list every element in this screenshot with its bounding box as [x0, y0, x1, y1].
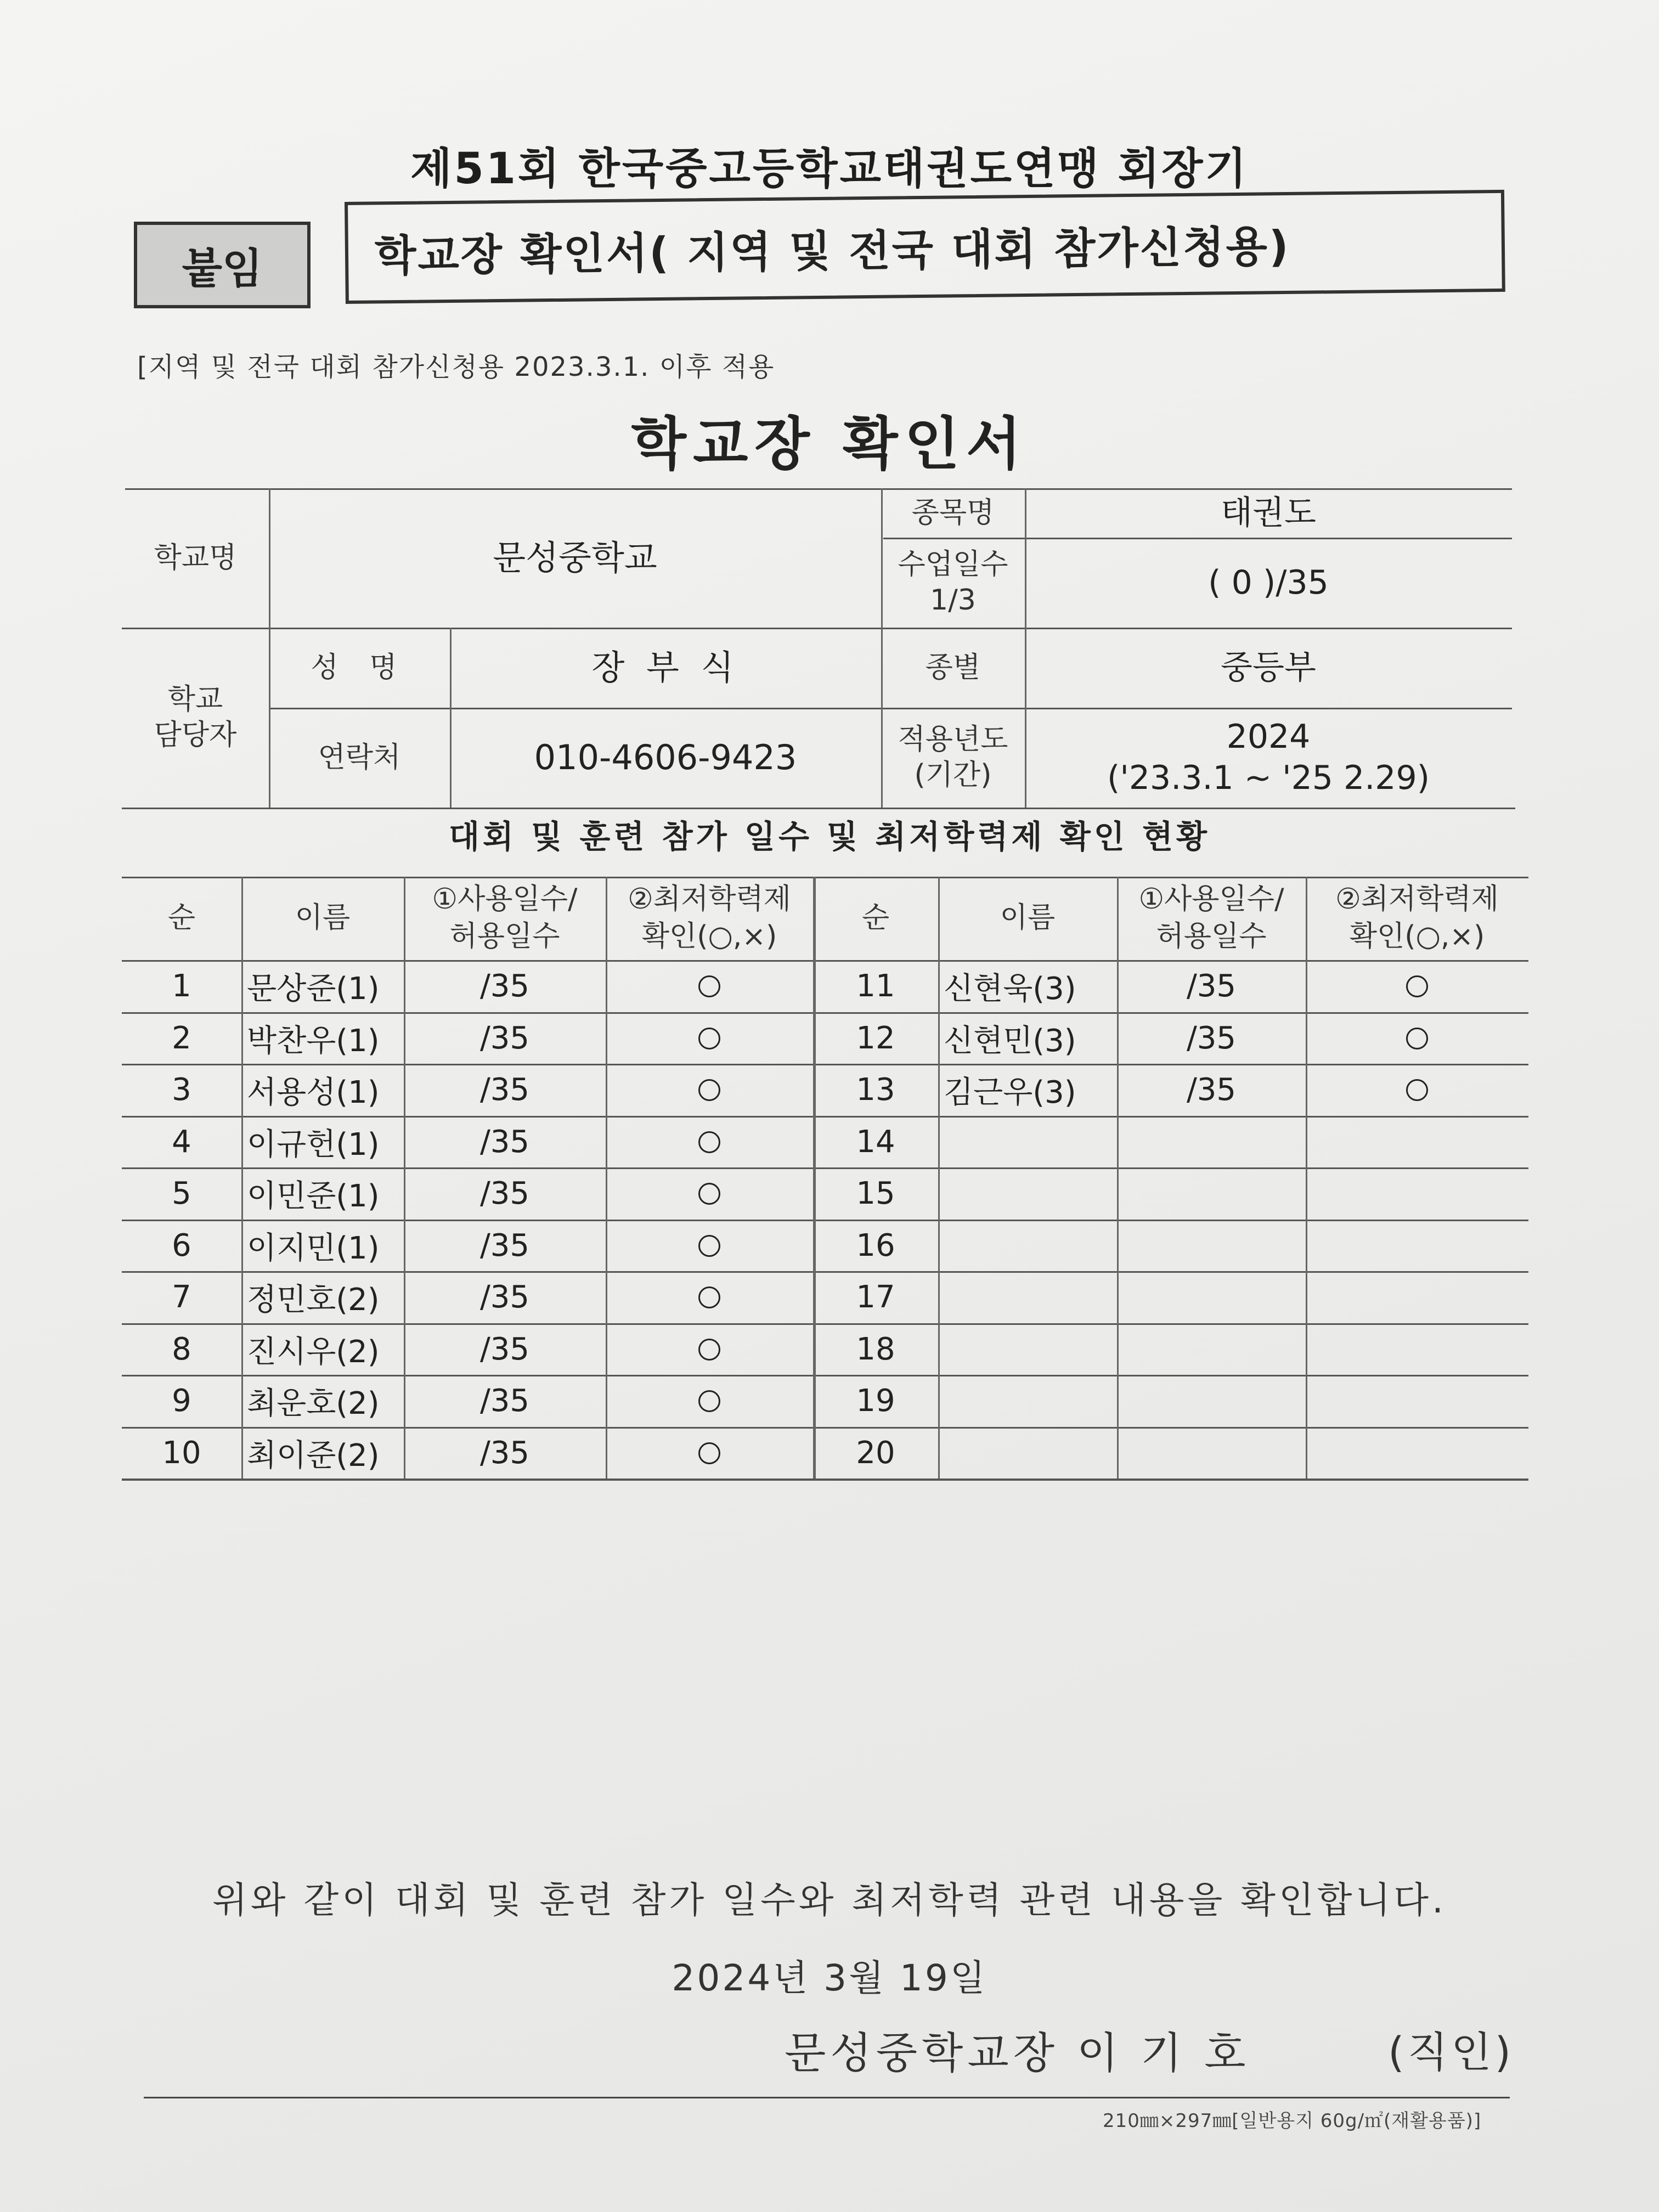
- left-header-min-text: ②최저학력제: [628, 883, 791, 916]
- left-row-min: [606, 1375, 813, 1427]
- left-row-days: /35: [479, 1228, 530, 1263]
- confirmed-circle-mark: [698, 1079, 720, 1101]
- left-row-days: /35: [479, 1435, 530, 1471]
- left-row-name: 최이준(2): [247, 1437, 380, 1474]
- right-row-seq: 15: [856, 1176, 895, 1211]
- right-row-min: [1306, 1064, 1528, 1116]
- left-row-min: [606, 960, 813, 1012]
- right-row-name: [938, 1375, 1117, 1427]
- right-row-days: /35: [1186, 1072, 1237, 1108]
- left-row-seq: 9: [172, 1383, 191, 1419]
- right-row-days: [1117, 1323, 1306, 1375]
- left-row-min: [606, 1167, 813, 1220]
- right-row-days: [1117, 1427, 1306, 1479]
- right-row-min: [1306, 1375, 1528, 1427]
- left-row-min: [606, 1323, 813, 1375]
- right-row-seq: 13: [856, 1072, 895, 1108]
- right-header-days: [1117, 877, 1306, 960]
- right-row-name: [938, 1220, 1117, 1272]
- left-row-days: /35: [479, 1020, 530, 1056]
- confirmed-circle-mark: [698, 1235, 720, 1257]
- right-header-seq: [813, 877, 938, 960]
- left-row-days: /35: [479, 1279, 530, 1315]
- right-row-name: [938, 1271, 1117, 1323]
- right-row-days: [1117, 1271, 1306, 1323]
- confirmation-date: 2024년 3월 19일: [672, 1957, 988, 1999]
- left-row-seq: 3: [172, 1072, 191, 1108]
- official-seal-label: (직인): [1388, 2028, 1515, 2076]
- right-header-days-text: 허용일수: [1156, 920, 1267, 953]
- right-row-days: [1117, 1116, 1306, 1168]
- year-value-year: 2024: [1226, 718, 1311, 756]
- right-row-seq: 20: [856, 1435, 895, 1471]
- left-row-min: [606, 1116, 813, 1168]
- left-row-min: [606, 1271, 813, 1323]
- year-label: [881, 708, 1025, 808]
- staff-label-line1: 학교: [167, 683, 223, 716]
- left-row-days: /35: [479, 1383, 530, 1419]
- left-header-days: [404, 877, 606, 960]
- left-row-seq: 6: [172, 1228, 191, 1263]
- principal-signature: 문성중학교장 이 기 호: [785, 2029, 1250, 2078]
- event-headline: 제51회 한국중고등학교태권도연맹 회장기: [410, 144, 1249, 194]
- division-value: 중등부: [1221, 648, 1316, 687]
- class-days-value: ( 0 )/35: [1208, 563, 1329, 602]
- school-name-label: 학교명: [154, 541, 237, 574]
- right-row-min: [1306, 1220, 1528, 1272]
- right-row-seq: 11: [856, 968, 895, 1004]
- applicability-note: [지역 및 전국 대회 참가신청용 2023.3.1. 이후 적용: [137, 352, 775, 382]
- class-days-label-text: 수업일수: [898, 548, 1008, 581]
- left-row-days: /35: [479, 1176, 530, 1211]
- left-row-name: 이규헌(1): [247, 1126, 380, 1163]
- left-row-name: 박찬우(1): [247, 1023, 380, 1059]
- paper-spec: 210㎜×297㎜[일반용지 60g/㎡(재활용품)]: [1103, 2110, 1482, 2132]
- right-row-seq: 16: [856, 1228, 895, 1263]
- right-row-seq: 19: [856, 1383, 895, 1419]
- left-row-name: 문상준(1): [247, 970, 380, 1007]
- left-row-min: [606, 1427, 813, 1479]
- sport-label: 종목명: [911, 496, 995, 529]
- form-title: 학교장 확인서( 지역 및 전국 대회 참가신청용): [345, 190, 1505, 304]
- confirmed-circle-mark: [698, 1286, 720, 1308]
- attachment-label: 붙임: [134, 222, 311, 308]
- confirmed-circle-mark: [698, 975, 720, 997]
- left-row-min: [606, 1064, 813, 1116]
- class-days-fraction: 1/3: [930, 584, 976, 617]
- left-header-days-text: ①사용일수/: [432, 883, 578, 916]
- right-row-name: [938, 1116, 1117, 1168]
- right-row-min: [1306, 1427, 1528, 1479]
- right-header-days-text: ①사용일수/: [1138, 883, 1284, 916]
- right-row-min: [1306, 1271, 1528, 1323]
- left-header-days-text: 허용일수: [449, 920, 560, 953]
- left-header-min-text: 확인(○,×): [641, 920, 777, 953]
- confirmed-circle-mark: [698, 1183, 720, 1205]
- staff-label-line2: 담당자: [154, 719, 237, 752]
- contact-label: 연락처: [318, 741, 401, 774]
- year-label-line1: 적용년도: [898, 723, 1008, 756]
- left-row-seq: 1: [172, 968, 191, 1004]
- left-header-min: [606, 877, 813, 960]
- right-row-min: [1306, 1323, 1528, 1375]
- left-row-seq: 8: [172, 1331, 191, 1367]
- left-row-min: [606, 1012, 813, 1064]
- left-row-days: /35: [479, 1072, 530, 1108]
- confirmed-circle-mark: [1406, 1079, 1428, 1101]
- school-name-value: 문성중학교: [493, 538, 657, 578]
- confirmed-circle-mark: [1406, 975, 1428, 997]
- year-value: [1025, 708, 1512, 808]
- sport-value: 태권도: [1221, 493, 1316, 532]
- right-row-days: /35: [1186, 1020, 1237, 1056]
- confirmed-circle-mark: [698, 1028, 720, 1049]
- left-row-seq: 10: [162, 1435, 201, 1471]
- left-row-seq: 5: [172, 1176, 191, 1211]
- right-row-min: [1306, 1167, 1528, 1220]
- left-header-seq-text: 순: [167, 901, 196, 935]
- right-header-name: [938, 877, 1117, 960]
- right-row-name: 신현민(3): [944, 1023, 1076, 1059]
- right-row-seq: 18: [856, 1331, 895, 1367]
- staff-name-value: 장 부 식: [591, 647, 740, 688]
- right-row-days: [1117, 1167, 1306, 1220]
- right-row-days: [1117, 1375, 1306, 1427]
- confirmed-circle-mark: [698, 1442, 720, 1464]
- right-header-seq-text: 순: [861, 901, 890, 935]
- left-row-days: /35: [479, 1331, 530, 1367]
- right-header-min-text: 확인(○,×): [1349, 920, 1485, 953]
- year-label-line2: (기간): [914, 759, 992, 792]
- left-row-name: 서용성(1): [247, 1074, 380, 1110]
- left-row-seq: 4: [172, 1124, 191, 1160]
- confirmed-circle-mark: [698, 1131, 720, 1153]
- right-row-name: [938, 1323, 1117, 1375]
- left-row-name: 이민준(1): [247, 1178, 380, 1214]
- left-row-days: /35: [479, 1124, 530, 1160]
- left-row-seq: 2: [172, 1020, 191, 1056]
- participation-section-title: 대회 및 훈련 참가 일수 및 최저학력제 확인 현황: [448, 818, 1211, 855]
- left-header-name-text: 이름: [295, 901, 351, 935]
- right-row-min: [1306, 1116, 1528, 1168]
- right-row-seq: 12: [856, 1020, 895, 1056]
- division-label: 종별: [925, 651, 981, 684]
- right-row-name: [938, 1167, 1117, 1220]
- staff-label: [122, 628, 269, 808]
- class-days-label: [881, 538, 1025, 628]
- document-title: 학교장 확인서: [631, 410, 1028, 477]
- left-row-days: /35: [479, 968, 530, 1004]
- right-row-name: [938, 1427, 1117, 1479]
- confirmed-circle-mark: [1406, 1028, 1428, 1049]
- right-row-seq: 14: [856, 1124, 895, 1160]
- left-row-name: 이지민(1): [247, 1230, 380, 1266]
- right-header-min-text: ②최저학력제: [1335, 883, 1499, 916]
- left-row-name: 최운호(2): [247, 1385, 380, 1421]
- left-header-seq: [122, 877, 241, 960]
- confirmed-circle-mark: [698, 1339, 720, 1361]
- right-row-min: [1306, 1012, 1528, 1064]
- confirmation-statement: 위와 같이 대회 및 훈련 참가 일수와 최저학력 관련 내용을 확인합니다.: [212, 1879, 1447, 1921]
- right-header-min: [1306, 877, 1528, 960]
- right-header-name-text: 이름: [1000, 901, 1056, 935]
- right-row-seq: 17: [856, 1279, 895, 1315]
- right-row-name: 신현욱(3): [944, 970, 1076, 1007]
- year-value-period: ('23.3.1 ~ '25 2.29): [1107, 759, 1430, 797]
- contact-value: 010-4606-9423: [534, 737, 797, 778]
- staff-name-label: 성 명: [311, 651, 408, 684]
- left-row-name: 진시우(2): [247, 1334, 380, 1370]
- left-row-name: 정민호(2): [247, 1282, 380, 1318]
- left-row-seq: 7: [172, 1279, 191, 1315]
- right-row-min: [1306, 960, 1528, 1012]
- confirmed-circle-mark: [698, 1390, 720, 1412]
- left-row-min: [606, 1220, 813, 1272]
- right-row-name: 김근우(3): [944, 1074, 1076, 1110]
- right-row-days: /35: [1186, 968, 1237, 1004]
- right-row-days: [1117, 1220, 1306, 1272]
- left-header-name: [241, 877, 404, 960]
